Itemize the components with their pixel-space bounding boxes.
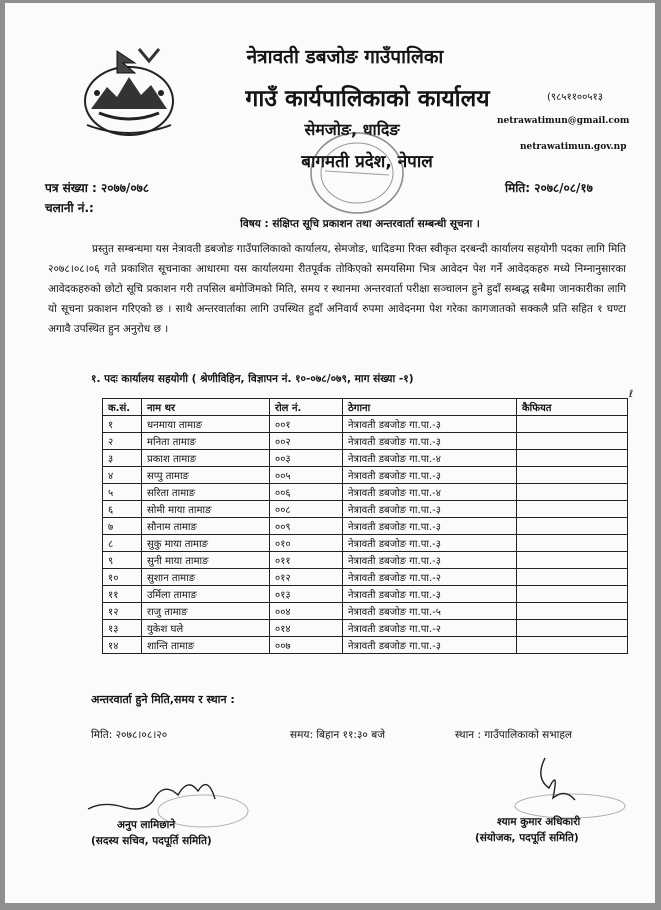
dispatch-number: चलानी नं.: [45, 201, 94, 215]
serial-cell: १३ [103, 620, 142, 637]
interview-time: समय: बिहान ११:३० बजे [290, 729, 386, 741]
right-signature-icon [475, 748, 635, 818]
name-cell: सप्पु तामाङ [142, 467, 270, 484]
municipality-name: नेत्रावती डबजोङ गाउँपालिका [246, 46, 444, 68]
serial-cell: ११ [103, 586, 142, 603]
notice-page [5, 3, 655, 903]
address-cell: नेत्रावती डबजोङ गा.पा.-५ [343, 603, 517, 620]
table-row [103, 569, 628, 586]
address-cell: नेत्रावती डबजोङ गा.पा.-२ [343, 569, 517, 586]
phone-number: (९८५११००५१३ [547, 92, 603, 103]
roll-cell: ०१४ [270, 620, 343, 637]
serial-cell: ५ [103, 484, 142, 501]
letter-number: पत्र संख्या : २०७७/०७८ [45, 181, 150, 195]
shortlist-table [102, 398, 628, 654]
remarks-cell [517, 501, 628, 518]
remarks-cell [517, 569, 628, 586]
table-header-row [103, 399, 628, 416]
serial-cell: ७ [103, 518, 142, 535]
nepal-emblem-icon [77, 43, 181, 139]
serial-cell: १ [103, 416, 142, 433]
name-cell: सोमी माया तामाङ [142, 501, 270, 518]
subject-line: विषय : संक्षिप्त सूचि प्रकाशन तथा अन्तरवार्ता सम्बन्धी सूचना । [240, 218, 480, 230]
province-country: बागमती प्रदेश, नेपाल [301, 152, 433, 172]
name-cell: शान्ति तामाङ [142, 637, 270, 654]
interview-date: मिति: २०७८।०८।२० [91, 729, 168, 741]
address-cell: नेत्रावती डबजोङ गा.पा.-३ [343, 637, 517, 654]
roll-cell: ००१ [270, 416, 343, 433]
remarks-cell [517, 620, 628, 637]
margin-mark: ℓ [629, 389, 634, 400]
address-cell: नेत्रावती डबजोङ गा.पा.-३ [343, 416, 517, 433]
table-row [103, 484, 628, 501]
address-cell: नेत्रावती डबजोङ गा.पा.-३ [343, 586, 517, 603]
name-cell: युकेश घले [142, 620, 270, 637]
roll-cell: ००६ [270, 484, 343, 501]
table-row [103, 518, 628, 535]
remarks-cell [517, 637, 628, 654]
table-body [103, 416, 628, 654]
serial-cell: १२ [103, 603, 142, 620]
address-cell: नेत्रावती डबजोङ गा.पा.-३ [343, 518, 517, 535]
remarks-cell [517, 416, 628, 433]
table-row [103, 433, 628, 450]
roll-cell: ००३ [270, 450, 343, 467]
col-name: नाम थर [142, 399, 270, 416]
table-row [103, 535, 628, 552]
remarks-cell [517, 518, 628, 535]
table-row [103, 586, 628, 603]
serial-cell: ९ [103, 552, 142, 569]
post-details: १. पदः कार्यालय सहयोगी ( श्रेणीविहिन, विज्ञापन नं. १०-०७८/०७९, माग संख्या -१) [91, 373, 414, 385]
left-signatory-name: अनुप लामिछाने [117, 819, 176, 831]
name-cell: सरिता तामाङ [142, 484, 270, 501]
remarks-cell [517, 552, 628, 569]
remarks-cell [517, 467, 628, 484]
table-row [103, 552, 628, 569]
roll-cell: ००७ [270, 637, 343, 654]
name-cell: उर्मिला तामाङ [142, 586, 270, 603]
remarks-cell [517, 603, 628, 620]
address-cell: नेत्रावती डबजोङ गा.पा.-४ [343, 450, 517, 467]
notice-body [48, 239, 626, 339]
col-address: ठेगाना [343, 399, 517, 416]
name-cell: धनमाया तामाङ [142, 416, 270, 433]
address-cell: नेत्रावती डबजोङ गा.पा.-३ [343, 552, 517, 569]
col-remarks: कैफियत [517, 399, 628, 416]
remarks-cell [517, 535, 628, 552]
table-row [103, 637, 628, 654]
serial-cell: २ [103, 433, 142, 450]
roll-cell: ००४ [270, 603, 343, 620]
website-address: netrawatimun.gov.np [520, 142, 627, 152]
roll-cell: ०१० [270, 535, 343, 552]
table-row [103, 416, 628, 433]
roll-cell: ००९ [270, 518, 343, 535]
roll-cell: ०११ [270, 552, 343, 569]
table-row [103, 450, 628, 467]
email-address: netrawatimun@gmail.com [497, 116, 630, 126]
table-row [103, 603, 628, 620]
left-signatory-role: (सदस्य सचिव, पदपूर्ति समिति) [91, 835, 212, 847]
table-row [103, 501, 628, 518]
remarks-cell [517, 586, 628, 603]
col-serial: क.सं. [103, 399, 142, 416]
col-roll: रोल नं. [270, 399, 343, 416]
interview-heading: अन्तरवार्ता हुने मिति,समय र स्थान : [91, 693, 235, 706]
serial-cell: ६ [103, 501, 142, 518]
roll-cell: ०१३ [270, 586, 343, 603]
office-location: सेमजोङ, धादिङ [304, 120, 400, 139]
address-cell: नेत्रावती डबजोङ गा.पा.-३ [343, 433, 517, 450]
table-row [103, 467, 628, 484]
roll-cell: ००५ [270, 467, 343, 484]
roll-cell: ००२ [270, 433, 343, 450]
roll-cell: ०१२ [270, 569, 343, 586]
address-cell: नेत्रावती डबजोङ गा.पा.-३ [343, 535, 517, 552]
serial-cell: १४ [103, 637, 142, 654]
name-cell: सुनी माया तामाङ [142, 552, 270, 569]
serial-cell: ३ [103, 450, 142, 467]
name-cell: सुकु माया तामाङ [142, 535, 270, 552]
letter-date: मिति: २०७८/०८/१७ [505, 181, 593, 195]
office-stamp-icon [295, 111, 415, 221]
serial-cell: ८ [103, 535, 142, 552]
serial-cell: ४ [103, 467, 142, 484]
address-cell: नेत्रावती डबजोङ गा.पा.-३ [343, 501, 517, 518]
right-signatory-name: श्याम कुमार अधिकारी [497, 816, 581, 828]
interview-place: स्थान : गाउँपालिकाको सभाहल [455, 729, 573, 741]
name-cell: राजु तामाङ [142, 603, 270, 620]
remarks-cell [517, 450, 628, 467]
name-cell: सुशान तामाङ [142, 569, 270, 586]
office-name: गाउँ कार्यपालिकाको कार्यालय [245, 86, 490, 112]
address-cell: नेत्रावती डबजोङ गा.पा.-२ [343, 620, 517, 637]
body-paragraph: प्रस्तुत सम्बन्धमा यस नेत्रावती डबजोङ गाउँपालिकाको कार्यालय, सेमजोङ, धादिङमा रिक्त स्वीकृत दरबन्दी कार्यालय सहयोगी पदका लागि मिति २०७८।०८।०६ गते प्रकाशित सूचनाका आधारमा यस कार्यालयमा रीतपूर्वक तोकिएको समयसिमा भित्र आवेदन पेश गर्ने आवेदकहरु मध्ये निम्नानुसारका आवेदकहरुको छोटो सूचि प्रकाशन गरी तपसिल बमोजिमको मिति, समय र स्थानमा अन्तरवार्ता परीक्षा सञ्चालन हुने हुदाँ सम्बद्ध सबैमा जानकारीका लागि यो सूचना प्रकाशन गरिएको छ । साथै अन्तरवार्ताका लागि उपस्थित हुदाँ अनिवार्य रुपमा आवेदनमा पेश गरेका कागजातको सक्कलै प्रति सहित १ घण्टा अगावै उपस्थित हुन अनुरोध छ । [48, 243, 626, 335]
remarks-cell [517, 433, 628, 450]
name-cell: मनिता तामाङ [142, 433, 270, 450]
address-cell: नेत्रावती डबजोङ गा.पा.-३ [343, 467, 517, 484]
address-cell: नेत्रावती डबजोङ गा.पा.-४ [343, 484, 517, 501]
table-row [103, 620, 628, 637]
roll-cell: ००८ [270, 501, 343, 518]
remarks-cell [517, 484, 628, 501]
right-signatory-role: (संयोजक, पदपूर्ति समिति) [475, 832, 579, 844]
serial-cell: १० [103, 569, 142, 586]
name-cell: प्रकाश तामाङ [142, 450, 270, 467]
name-cell: सौनाम तामाङ [142, 518, 270, 535]
